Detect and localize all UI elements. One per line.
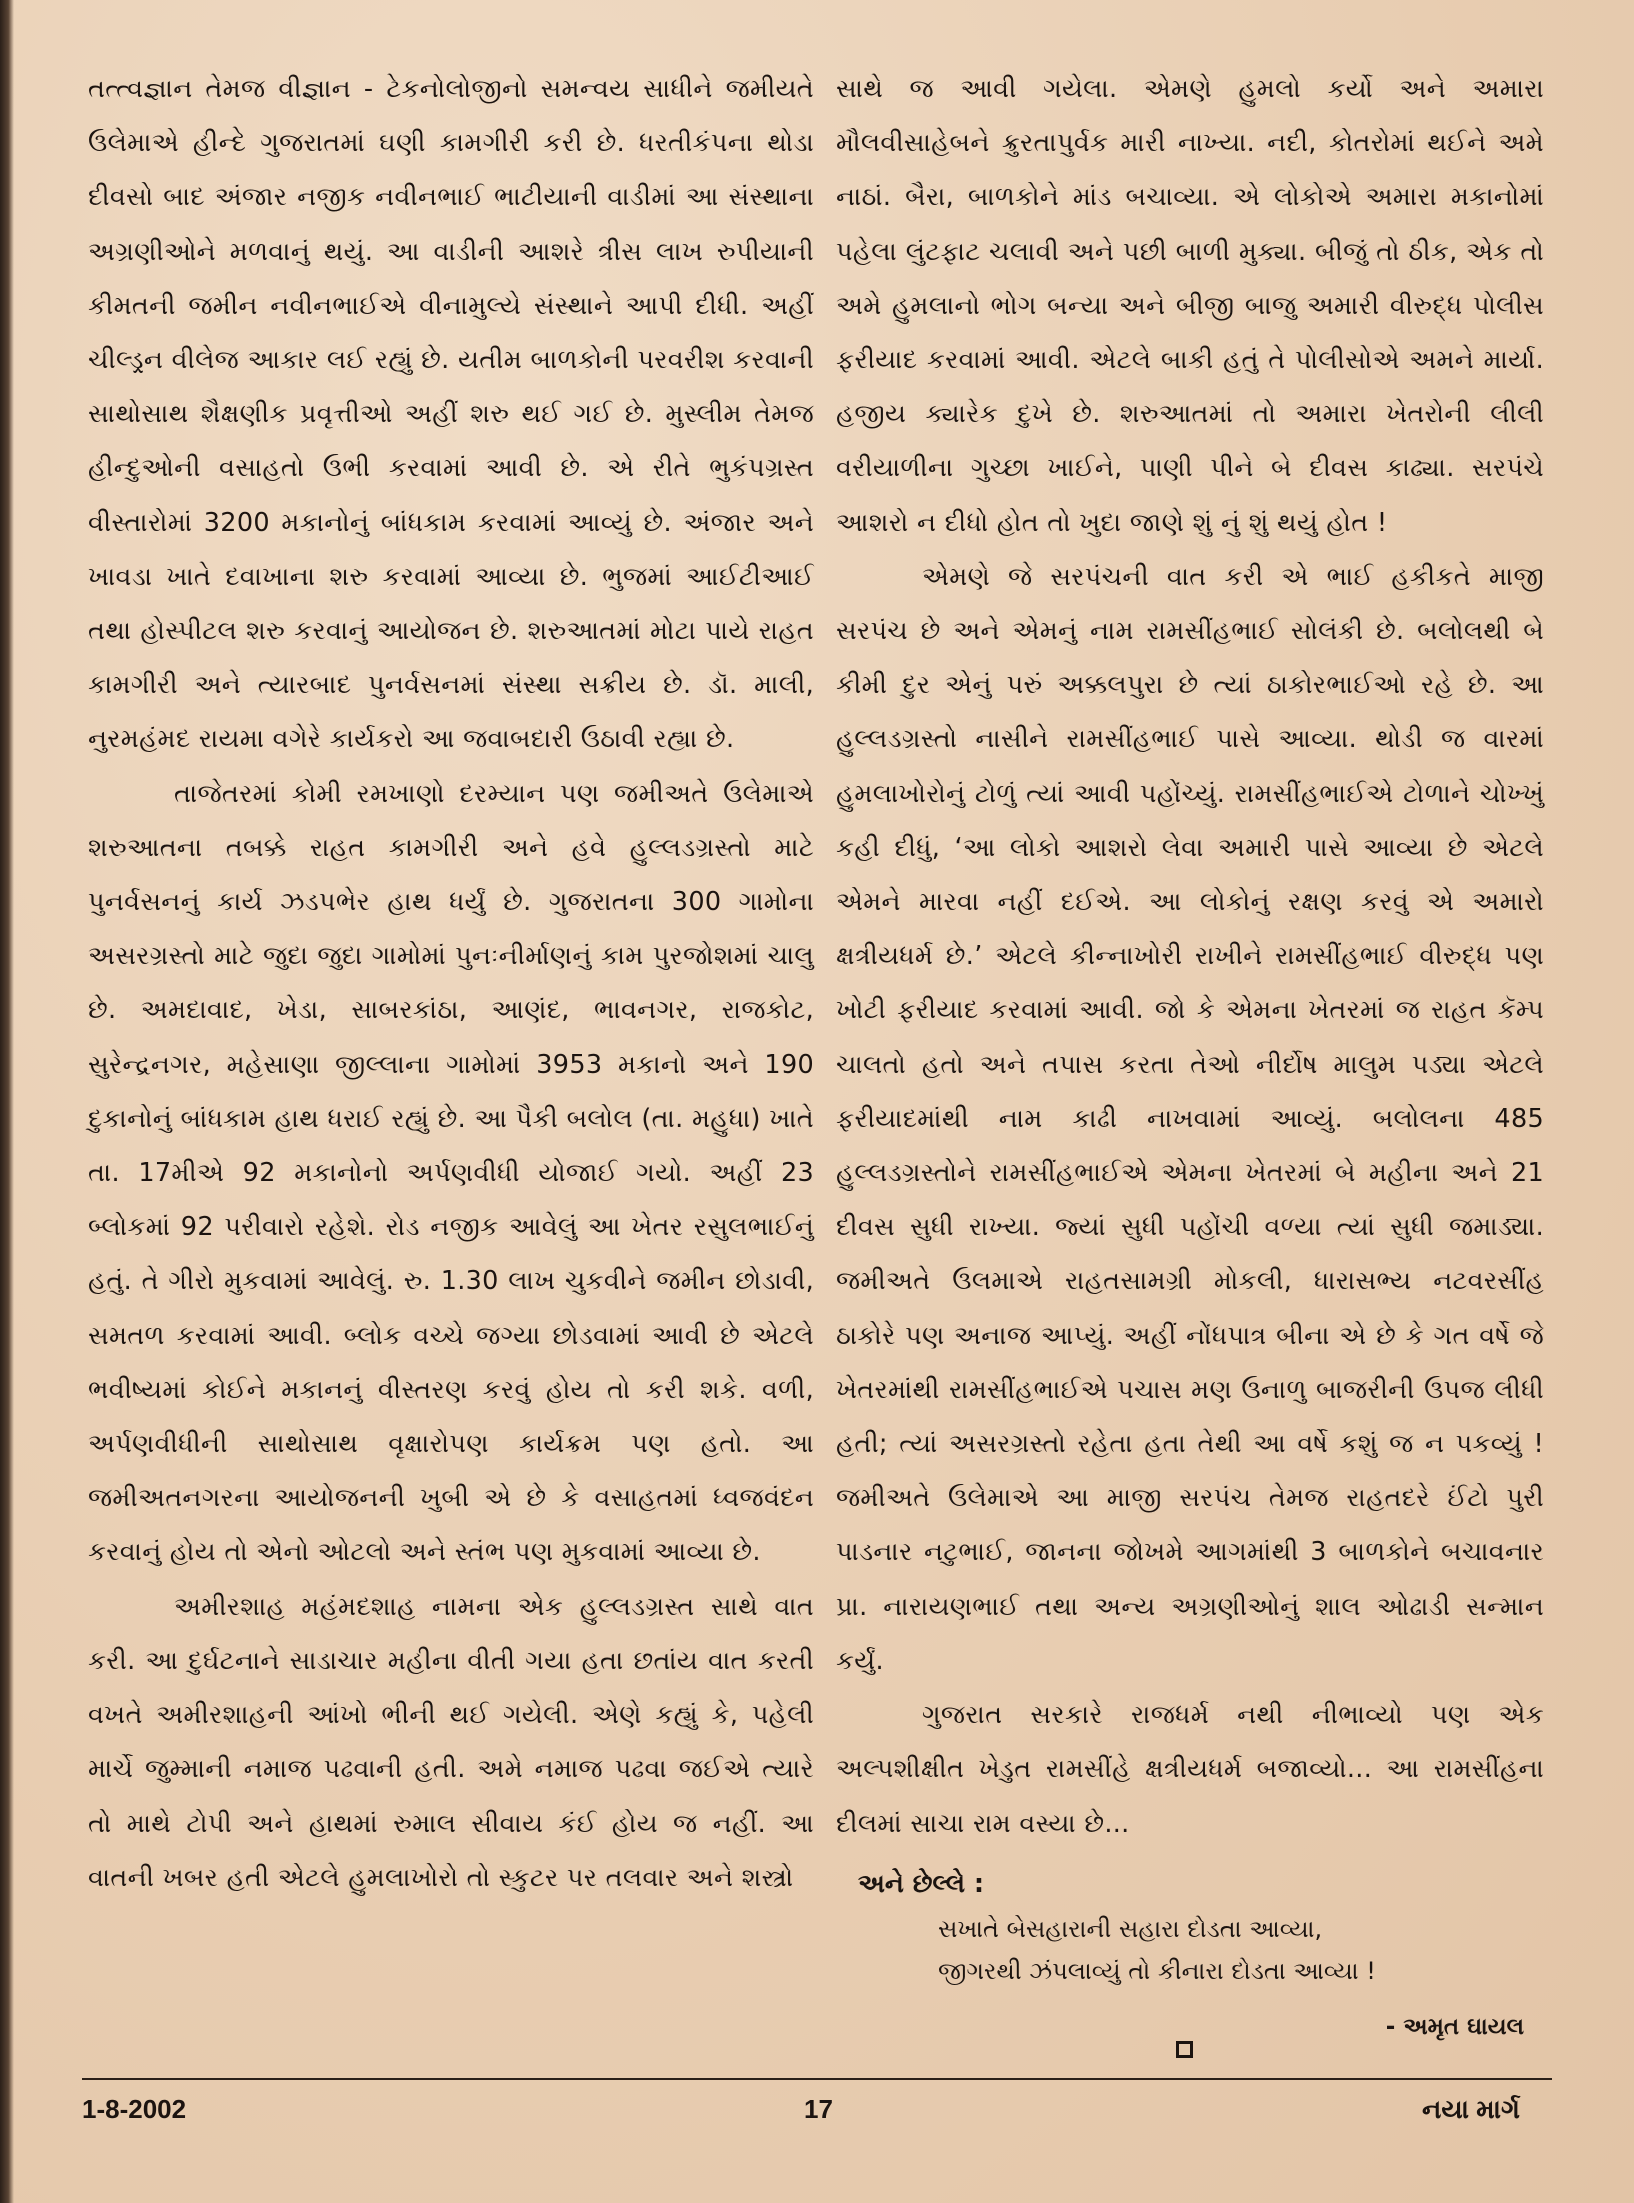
- article-paragraph: એમણે જે સરપંચની વાત કરી એ ભાઈ હકીકતે માજી સરપંચ છે અને એમનું નામ રામસીંહભાઈ સોલંકી છે. બલોલથી બે કીમી દુર એનું પરું અક્કલપુરા છે ત્યાં ઠાકોરભાઈઓ રહે છે. આ હુલ્લડગ્રસ્તો નાસીને રામસીંહભાઈ પાસે આવ્યા. થોડી જ વારમાં હુમલાખોરોનું ટોળું ત્યાં આવી પહોંચ્યું. રામસીંહભાઈએ ટોળાને ચોખ્ખું કહી દીધું, ‘આ લોકો આશરો લેવા અમારી પાસે આવ્યા છે એટલે એમને મારવા નહીં દઈએ. આ લોકોનું રક્ષણ કરવું એ અમારો ક્ષત્રીયધર્મ છે.’ એટલે કીન્નાખોરી રાખીને રામસીંહભાઈ વીરુદ્ધ પણ ખોટી ફરીયાદ કરવામાં આવી. જો કે એમના ખેતરમાં જ રાહત કૅમ્પ ચાલતો હતો અને તપાસ કરતા તેઓ નીર્દોષ માલુમ પડ્યા એટલે ફરીયાદમાંથી નામ કાઢી નાખવામાં આવ્યું. બલોલના 485 હુલ્લડગ્રસ્તોને રામસીંહભાઈએ એમના ખેતરમાં બે મહીના અને 21 દીવસ સુધી રાખ્યા. જ્યાં સુધી પહોંચી વળ્યા ત્યાં સુધી જમાડ્યા. જમીઅતે ઉલમાએ રાહતસામગ્રી મોકલી, ધારાસભ્ય નટવરસીંહ ઠાકોરે પણ અનાજ આપ્યું. અહીં નોંધપાત્ર બીના એ છે કે ગત વર્ષે જે ખેતરમાંથી રામસીંહભાઈએ પચાસ મણ ઉનાળુ બાજરીની ઉપજ લીધી હતી; ત્યાં અસરગ્રસ્તો રહેતા હતા તેથી આ વર્ષે કશું જ ન પકવ્યું ! જમીઅતે ઉલેમાએ આ માજી સરપંચ તેમજ રાહતદરે ઈંટો પુરી પાડનાર નટુભાઈ, જાનના જોખમે આગમાંથી 3 બાળકોને બચાવનાર પ્રા. નારાયણભાઈ તથા અન્ય અગ્રણીઓનું શાલ ઓઢાડી સન્માન કર્યું.: [836, 561, 1544, 1676]
- footer-date: 1-8-2002: [82, 2094, 187, 2124]
- page-number: 17: [804, 2094, 833, 2124]
- article-column-right: [836, 62, 1544, 1851]
- article-paragraph: સાથે જ આવી ગયેલા. એમણે હુમલો કર્યો અને અમારા મૌલવીસાહેબને ક્રુરતાપુર્વક મારી નાખ્યા. નદી, કોતરોમાં થઈને અમે નાઠાં. બૈરા, બાળકોને માંડ બચાવ્યા. એ લોકોએ અમારા મકાનોમાં પહેલા લુંટફાટ ચલાવી અને પછી બાળી મુક્યા. બીજું તો ઠીક, એક તો અમે હુમલાનો ભોગ બન્યા અને બીજી બાજુ અમારી વીરુદ્ધ પોલીસ ફરીયાદ કરવામાં આવી. એટલે બાકી હતું તે પોલીસોએ અમને માર્યા. હજીય ક્યારેક દુખે છે. શરુઆતમાં તો અમારા ખેતરોની લીલી વરીયાળીના ગુચ્છા ખાઈને, પાણી પીને બે દીવસ કાઢ્યા. સરપંચે આશરો ન દીધો હોત તો ખુદા જાણે શું નું શું થયું હોત !: [836, 74, 1544, 538]
- article-paragraph: અમીરશાહ મહંમદશાહ નામના એક હુલ્લડગ્રસ્ત સાથે વાત કરી. આ દુર્ઘટનાને સાડાચાર મહીના વીતી ગયા હતા છતાંય વાત કરતી વખતે અમીરશાહની આંખો ભીની થઈ ગયેલી. એણે કહ્યું કે, પહેલી માર્ચે જુમ્માની નમાજ પઢવાની હતી. અમે નમાજ પઢવા જઈએ ત્યારે તો માથે ટોપી અને હાથમાં રુમાલ સીવાય કંઈ હોય જ નહીં. આ વાતની ખબર હતી એટલે હુમલાખોરો તો સ્કુટર પર તલવાર અને શસ્ત્રો: [88, 1591, 814, 1893]
- closing-heading: અને છેલ્લે :: [858, 1869, 985, 1899]
- verse-line: જીગરથી ઝંપલાવ્યું તો કીનારા દોડતા આવ્યા !: [938, 1957, 1376, 1985]
- footer-rule: [82, 2078, 1552, 2080]
- closing-section: [858, 1860, 1548, 2040]
- magazine-name: નયા માર્ગ: [1422, 2094, 1520, 2124]
- article-paragraph: તત્ત્વજ્ઞાન તેમજ વીજ્ઞાન - ટેકનોલોજીનો સમન્વય સાધીને જમીયતે ઉલેમાએ હીન્દે ગુજરાતમાં ઘણી કામગીરી કરી છે. ધરતીકંપના થોડા દીવસો બાદ અંજાર નજીક નવીનભાઈ ભાટીયાની વાડીમાં આ સંસ્થાના અગ્રણીઓને મળવાનું થયું. આ વાડીની આશરે ત્રીસ લાખ રુપીયાની કીમતની જમીન નવીનભાઈએ વીનામુલ્યે સંસ્થાને આપી દીધી. અહીં ચીલ્ડ્રન વીલેજ આકાર લઈ રહ્યું છે. યતીમ બાળકોની પરવરીશ કરવાની સાથોસાથ શૈક્ષણીક પ્રવૃત્તીઓ અહીં શરુ થઈ ગઈ છે. મુસ્લીમ તેમજ હીન્દુઓની વસાહતો ઉભી કરવામાં આવી છે. એ રીતે ભુકંપગ્રસ્ત વીસ્તારોમાં 3200 મકાનોનું બાંધકામ કરવામાં આવ્યું છે. અંજાર અને ખાવડા ખાતે દવાખાના શરુ કરવામાં આવ્યા છે. ભુજમાં આઈટીઆઈ તથા હોસ્પીટલ શરુ કરવાનું આયોજન છે. શરુઆતમાં મોટા પાયે રાહત કામગીરી અને ત્યારબાદ પુનર્વસનમાં સંસ્થા સક્રીય છે. ડૉ. માલી, નુરમહંમદ રાયમા વગેરે કાર્યકરો આ જવાબદારી ઉઠાવી રહ્યા છે.: [88, 74, 814, 755]
- article-paragraph: ગુજરાત સરકારે રાજધર્મ નથી નીભાવ્યો પણ એક અલ્પશીક્ષીત ખેડુત રામસીંહે ક્ષત્રીયધર્મ બજાવ્યો... આ રામસીંહના દીલમાં સાચા રામ વસ્યા છે...: [836, 1700, 1544, 1839]
- article-column-left: [88, 62, 814, 1905]
- verse-author: - અમૃત ઘાયલ: [1385, 2014, 1524, 2040]
- page-binding-shadow: [0, 0, 14, 2203]
- end-of-article-icon: [1176, 2041, 1193, 2058]
- verse-line: સખાતે બેસહારાની સહારા દોડતા આવ્યા,: [938, 1915, 1323, 1943]
- article-paragraph: તાજેતરમાં કોમી રમખાણો દરમ્યાન પણ જમીઅતે ઉલેમાએ શરુઆતના તબક્કે રાહત કામગીરી અને હવે હુલ્લડગ્રસ્તો માટે પુનર્વસનનું કાર્ય ઝડપભેર હાથ ધર્યું છે. ગુજરાતના 300 ગામોના અસરગ્રસ્તો માટે જુદા જુદા ગામોમાં પુનઃનીર્માણનું કામ પુરજોશમાં ચાલુ છે. અમદાવાદ, ખેડા, સાબરકાંઠા, આણંદ, ભાવનગર, રાજકોટ, સુરેન્દ્રનગર, મહેસાણા જીલ્લાના ગામોમાં 3953 મકાનો અને 190 દુકાનોનું બાંધકામ હાથ ધરાઈ રહ્યું છે. આ પૈકી બલોલ (તા. મહુધા) ખાતે તા. 17મીએ 92 મકાનોનો અર્પણવીધી યોજાઈ ગયો. અહીં 23 બ્લોકમાં 92 પરીવારો રહેશે. રોડ નજીક આવેલું આ ખેતર રસુલભાઈનું હતું. તે ગીરો મુકવામાં આવેલું. રુ. 1.30 લાખ ચુકવીને જમીન છોડાવી, સમતળ કરવામાં આવી. બ્લોક વચ્ચે જગ્યા છોડવામાં આવી છે એટલે ભવીષ્યમાં કોઈને મકાનનું વીસ્તરણ કરવું હોય તો કરી શકે. વળી, અર્પણવીધીની સાથોસાથ વૃક્ષારોપણ કાર્યક્રમ પણ હતો. આ જમીઅતનગરના આયોજનની ખુબી એ છે કે વસાહતમાં ધ્વજવંદન કરવાનું હોય તો એનો ઓટલો અને સ્તંભ પણ મુકવામાં આવ્યા છે.: [88, 778, 814, 1568]
